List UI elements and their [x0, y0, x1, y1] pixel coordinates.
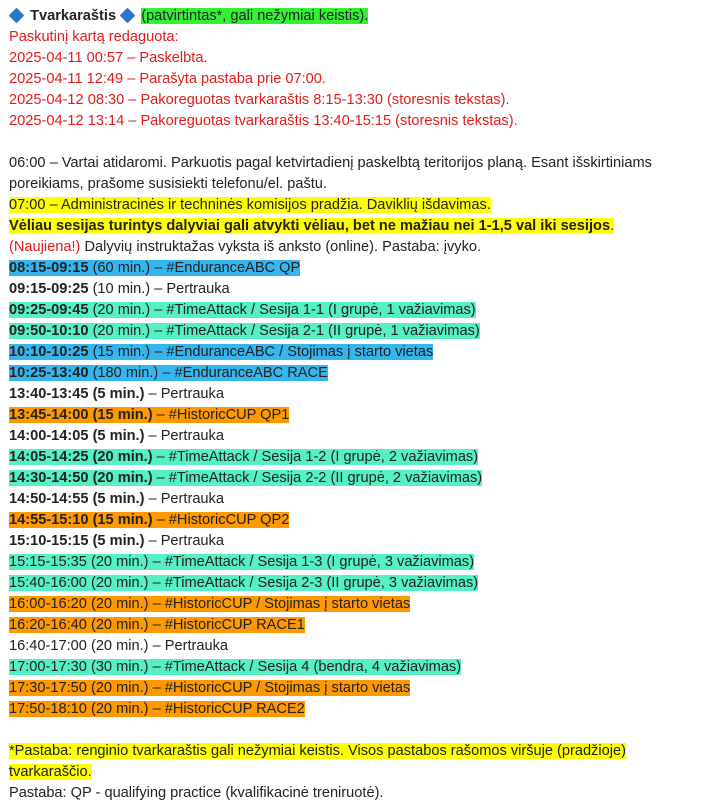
- blue-diamond-icon: [9, 8, 25, 24]
- transponder-issue: Daviklių išdavimas.: [362, 197, 491, 213]
- schedule-row-historic-race2: 17:50-18:10 (20 min.) – #HistoricCUP RACE2: [9, 701, 305, 717]
- log-entry: 2025-04-12 13:14 – Pakoreguotas tvarkaraštis 13:40-15:15 (storesnis tekstas).: [9, 113, 518, 129]
- log-entry: 2025-04-12 08:30 – Pakoreguotas tvarkaraštis 8:15-13:30 (storesnis tekstas).: [9, 92, 510, 108]
- schedule-row-timeattack: 14:05-14:25 (20 min.) – #TimeAttack / Sesija 1-2 (I grupė, 2 važiavimas): [9, 449, 479, 465]
- schedule-row-break: 09:15-09:25 (10 min.) – Pertrauka: [9, 281, 230, 297]
- late-arrival-line: Vėliau sesijas turintys dalyviai gali atvykti vėliau, bet ne mažiau nei 1-1,5 val iki sesijos.: [9, 218, 615, 234]
- late-arrival-note: Vėliau sesijas turintys dalyviai gali atvykti vėliau, bet ne mažiau nei 1-1,5 val iki sesijos: [9, 218, 611, 234]
- log-entry: 2025-04-11 00:57 – Paskelbta.: [9, 50, 208, 66]
- schedule-row-timeattack: 09:50-10:10 (20 min.) – #TimeAttack / Sesija 2-1 (II grupė, 1 važiavimas): [9, 323, 480, 339]
- news-tag: (Naujiena!): [9, 239, 81, 255]
- page-title: Tvarkaraštis: [30, 8, 117, 24]
- schedule-row-historic-race1: 16:20-16:40 (20 min.) – #HistoricCUP RACE1: [9, 617, 305, 633]
- schedule-document: [9, 6, 704, 804]
- footer-note: *Pastaba: renginio tvarkaraštis gali nežymiai keistis. Visos pastabos rašomos viršuje (pradžioje) tvarkaraščio.: [9, 743, 626, 780]
- edited-label: Paskutinį kartą redaguota:: [9, 29, 179, 45]
- schedule-row-historic-grid: 16:00-16:20 (20 min.) – #HistoricCUP / Stojimas į starto vietas: [9, 596, 411, 612]
- title-line: [9, 6, 704, 27]
- schedule-row-break: 16:40-17:00 (20 min.) – Pertrauka: [9, 638, 229, 654]
- gates-paragraph: 06:00 – Vartai atidaromi. Parkuotis pagal ketvirtadienį paskelbtą teritorijos planą. Esant išskirtiniams poreikiams, prašome susisiekti telefonu/el. paštu.: [9, 155, 652, 192]
- schedule-row-timeattack: 17:00-17:30 (30 min.) – #TimeAttack / Sesija 4 (bendra, 4 važiavimas): [9, 659, 462, 675]
- schedule-row-historic-qp2: 14:55-15:10 (15 min.) – #HistoricCUP QP2: [9, 512, 290, 528]
- schedule-row-historic-qp1: 13:45-14:00 (15 min.) – #HistoricCUP QP1: [9, 407, 290, 423]
- qp-note: Pastaba: QP - qualifying practice (kvalifikacinė treniruotė).: [9, 785, 384, 801]
- schedule-row-timeattack: 09:25-09:45 (20 min.) – #TimeAttack / Sesija 1-1 (I grupė, 1 važiavimas): [9, 302, 476, 318]
- admin-line: [9, 195, 704, 216]
- schedule-row-break: 13:40-13:45 (5 min.) – Pertrauka: [9, 386, 224, 402]
- schedule-row-endurance-race: 10:25-13:40 (180 min.) – #EnduranceABC RACE: [9, 365, 328, 381]
- schedule-row-timeattack: 14:30-14:50 (20 min.) – #TimeAttack / Sesija 2-2 (II grupė, 2 važiavimas): [9, 470, 483, 486]
- schedule-row-endurance-qp: 08:15-09:15 (60 min.) – #EnduranceABC QP: [9, 260, 301, 276]
- log-entry: 2025-04-11 12:49 – Parašyta pastaba prie 07:00.: [9, 71, 326, 87]
- schedule-row-break: 14:00-14:05 (5 min.) – Pertrauka: [9, 428, 224, 444]
- schedule-row-endurance-grid: 10:10-10:25 (15 min.) – #EnduranceABC / Stojimas į starto vietas: [9, 344, 434, 360]
- schedule-row-timeattack: 15:15-15:35 (20 min.) – #TimeAttack / Sesija 1-3 (I grupė, 3 važiavimas): [9, 554, 475, 570]
- schedule-row-timeattack: 15:40-16:00 (20 min.) – #TimeAttack / Sesija 2-3 (II grupė, 3 važiavimas): [9, 575, 479, 591]
- schedule-row-break: 14:50-14:55 (5 min.) – Pertrauka: [9, 491, 224, 507]
- status-badge: (patvirtintas*, gali nežymiai keistis).: [141, 8, 369, 24]
- news-text: Dalyvių instruktažas vyksta iš anksto (online). Pastaba: įvyko.: [80, 239, 482, 255]
- schedule-row-break: 15:10-15:15 (5 min.) – Pertrauka: [9, 533, 224, 549]
- blue-diamond-icon: [120, 8, 136, 24]
- schedule-row-historic-grid: 17:30-17:50 (20 min.) – #HistoricCUP / Stojimas į starto vietas: [9, 680, 411, 696]
- admin-start: 07:00 – Administracinės ir techninės komisijos pradžia.: [9, 197, 363, 213]
- news-line: [9, 237, 704, 258]
